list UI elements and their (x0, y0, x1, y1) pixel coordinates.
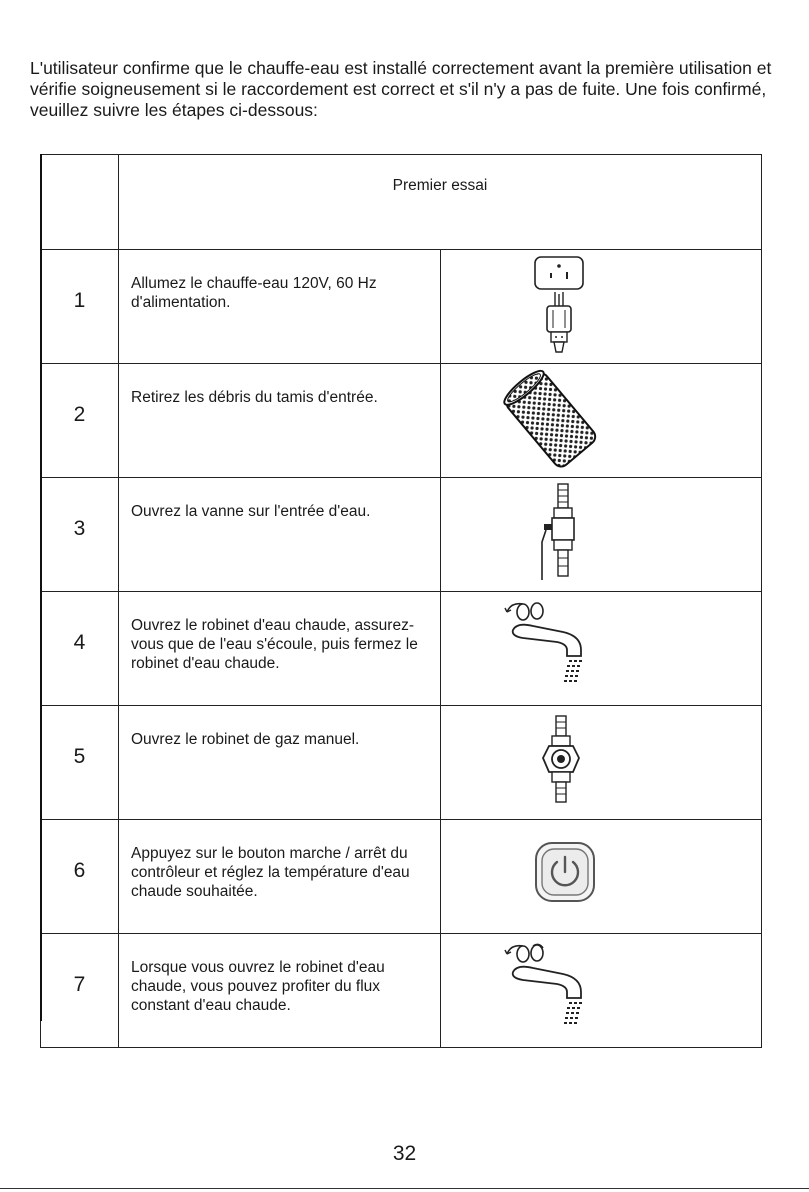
step-number-text: 4 (73, 630, 86, 654)
page-number: 32 (392, 1142, 417, 1165)
step-instruction-text: Retirez les débris du tamis d'entrée. (131, 389, 378, 406)
power-plug-icon (527, 254, 591, 358)
step-number-text: 5 (73, 744, 86, 768)
step-illustration (440, 820, 762, 934)
faucet-icon (503, 598, 593, 698)
table-title: Premier essai (119, 155, 762, 250)
water-valve-icon (536, 482, 586, 586)
step-illustration (440, 592, 762, 706)
step-instruction-text: Ouvrez la vanne sur l'entrée d'eau. (131, 503, 371, 520)
table-row (41, 706, 762, 820)
step-illustration (440, 706, 762, 820)
step-illustration (440, 250, 762, 364)
step-instruction (119, 250, 441, 364)
step-instruction-text: Allumez le chauffe-eau 120V, 60 Hz d'alimentation. (131, 275, 377, 311)
gas-valve-icon (539, 714, 583, 814)
intro-paragraph: L'utilisateur confirme que le chauffe-eau est installé correctement avant la première utilisation et vérifie soigneusement si le raccordement est correct et s'il n'y a pas de fuite. Une fois confirmé, veuillez suivre les étapes ci-dessous: (30, 58, 772, 120)
step-instruction (119, 820, 441, 934)
step-instruction-text: Appuyez sur le bouton marche / arrêt du contrôleur et réglez la température d'eau chaude souhaitée. (131, 845, 410, 900)
table-row (41, 592, 762, 706)
step-instruction-text: Ouvrez le robinet de gaz manuel. (131, 731, 360, 748)
power-button-icon (533, 840, 597, 904)
first-test-table (40, 154, 762, 1048)
table-row (41, 934, 762, 1048)
step-instruction (119, 706, 441, 820)
step-number-text: 3 (73, 516, 86, 540)
step-number (41, 820, 119, 934)
bottom-divider (0, 1188, 809, 1189)
table-row (41, 250, 762, 364)
step-illustration (440, 364, 762, 478)
step-number (41, 364, 119, 478)
step-instruction (119, 364, 441, 478)
step-illustration (440, 934, 762, 1048)
inlet-filter-screen-icon (496, 368, 606, 473)
step-number (41, 934, 119, 1048)
step-number-text: 2 (73, 402, 86, 426)
header-empty-cell (41, 155, 119, 250)
step-number-text: 6 (73, 858, 86, 882)
table-row (41, 364, 762, 478)
table-row (41, 478, 762, 592)
step-illustration (440, 478, 762, 592)
table-row (41, 820, 762, 934)
step-instruction (119, 934, 441, 1048)
step-instruction (119, 478, 441, 592)
table-header-row (41, 155, 762, 250)
table-left-rule (40, 154, 42, 1021)
step-number (41, 478, 119, 592)
step-number (41, 706, 119, 820)
step-number-text: 7 (73, 972, 86, 996)
step-number (41, 250, 119, 364)
step-instruction (119, 592, 441, 706)
faucet-icon (503, 940, 593, 1040)
step-number-text: 1 (73, 288, 86, 312)
step-number (41, 592, 119, 706)
step-instruction-text: Lorsque vous ouvrez le robinet d'eau chaude, vous pouvez profiter du flux constant d'eau chaude. (131, 959, 385, 1014)
step-instruction-text: Ouvrez le robinet d'eau chaude, assurez-vous que de l'eau s'écoule, puis fermez le robinet d'eau chaude. (131, 617, 418, 672)
